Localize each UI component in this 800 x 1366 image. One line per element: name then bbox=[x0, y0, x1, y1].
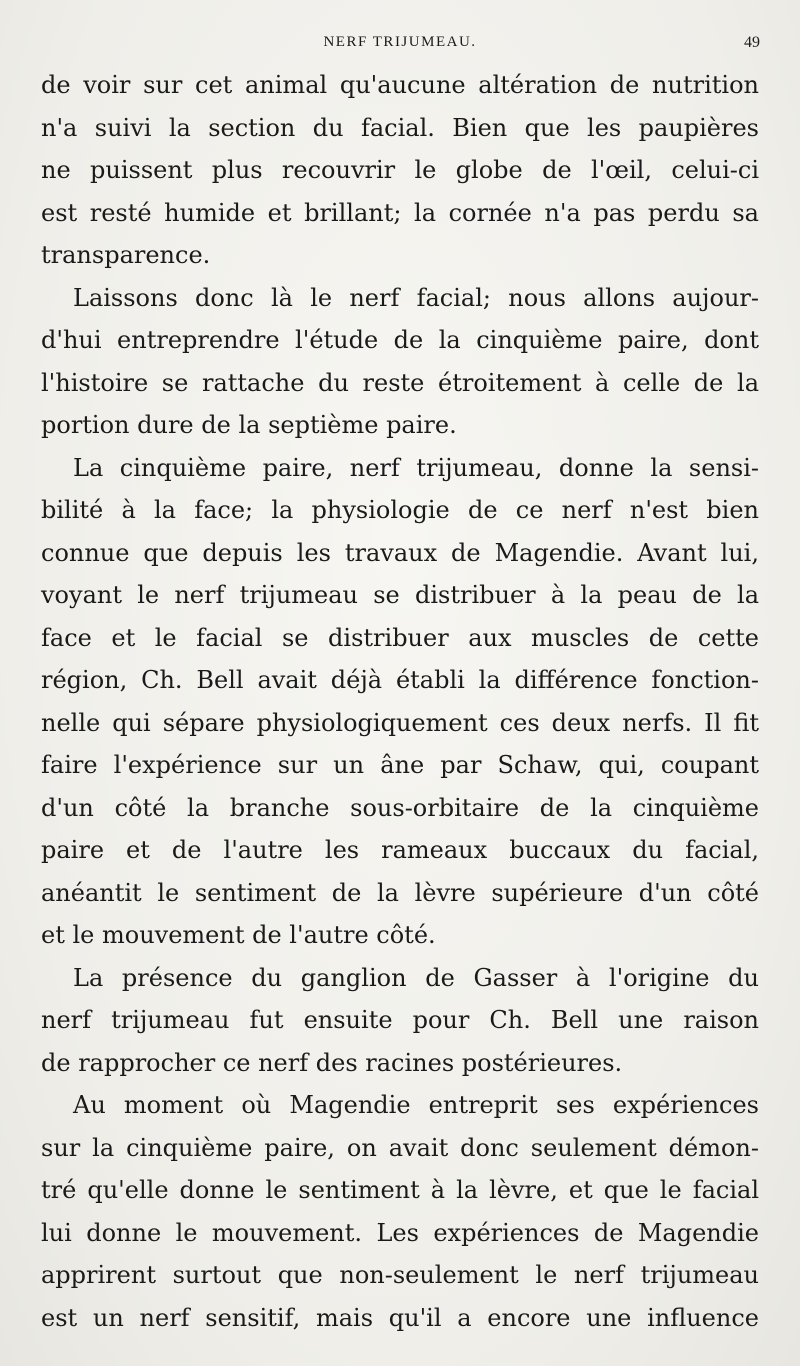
text-line: nerf trijumeau fut ensuite pour Ch. Bell une raison bbox=[41, 1006, 759, 1034]
text-line: connue que depuis les travaux de Magendie. Avant lui, bbox=[41, 538, 759, 567]
text-line: n'a suivi la section du facial. Bien que les paupières bbox=[41, 113, 759, 142]
running-head: NERF TRIJUMEAU. bbox=[323, 34, 477, 50]
text-line: La présence du ganglion de Gasser à l'origine du bbox=[73, 963, 759, 992]
text-line: de voir sur cet animal qu'aucune altération de nutrition bbox=[41, 71, 759, 99]
text-line: sur la cinquième paire, on avait donc seulement démon- bbox=[41, 1133, 759, 1162]
text-line: est resté humide et brillant; la cornée n'a pas perdu sa bbox=[41, 198, 759, 227]
text-line: transparence. bbox=[41, 241, 211, 269]
text-line: tré qu'elle donne le sentiment à la lèvre, et que le facial bbox=[41, 1176, 759, 1204]
text-line: est un nerf sensitif, mais qu'il a encore une influence bbox=[41, 1303, 759, 1332]
page-number: 49 bbox=[744, 34, 760, 51]
text-line: bilité à la face; la physiologie de ce nerf n'est bien bbox=[41, 496, 759, 524]
text-line: ne puissent plus recouvrir le globe de l'œil, celui-ci bbox=[41, 156, 759, 184]
text-line: face et le facial se distribuer aux muscles de cette bbox=[41, 623, 759, 652]
text-line: d'hui entreprendre l'étude de la cinquième paire, dont bbox=[41, 326, 759, 354]
text-line: apprirent surtout que non-seulement le nerf trijumeau bbox=[41, 1261, 759, 1289]
text-line: voyant le nerf trijumeau se distribuer à la peau de la bbox=[41, 581, 759, 609]
text-line: La cinquième paire, nerf trijumeau, donne la sensi- bbox=[73, 453, 759, 482]
text-line: région, Ch. Bell avait déjà établi la différence fonction- bbox=[41, 666, 759, 694]
text-line: Au moment où Magendie entreprit ses expériences bbox=[73, 1091, 759, 1119]
text-line: paire et de l'autre les rameaux buccaux du facial, bbox=[41, 836, 759, 864]
text-line: anéantit le sentiment de la lèvre supérieure d'un côté bbox=[41, 878, 759, 907]
text-line: lui donne le mouvement. Les expériences de Magendie bbox=[41, 1218, 759, 1247]
text-line: faire l'expérience sur un âne par Schaw, qui, coupant bbox=[41, 751, 759, 779]
text-line: de rapprocher ce nerf des racines postérieures. bbox=[41, 1048, 623, 1077]
text-line: l'histoire se rattache du reste étroitement à celle de la bbox=[41, 368, 759, 397]
text-line: portion dure de la septième paire. bbox=[41, 411, 457, 439]
page-header bbox=[40, 34, 760, 58]
text-line: nelle qui sépare physiologiquement ces deux nerfs. Il fit bbox=[41, 708, 759, 737]
body-text bbox=[41, 64, 759, 1339]
text-line: Laissons donc là le nerf facial; nous allons aujour- bbox=[73, 283, 759, 312]
text-line: et le mouvement de l'autre côté. bbox=[41, 921, 436, 949]
text-line: d'un côté la branche sous-orbitaire de la cinquième bbox=[41, 793, 759, 822]
